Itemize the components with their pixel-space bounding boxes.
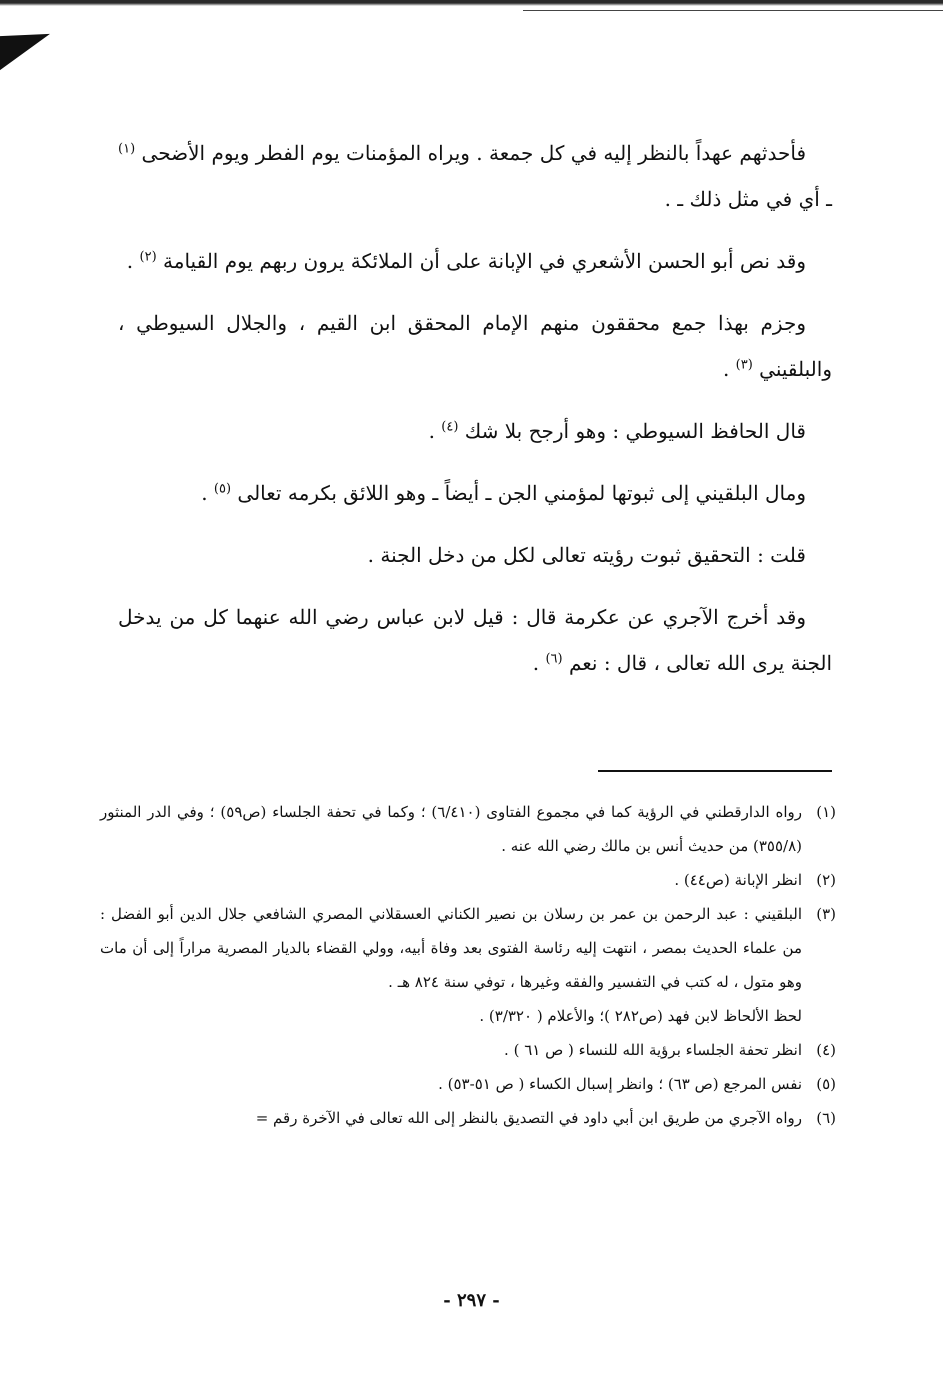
paragraph-3-tail: .	[722, 357, 730, 381]
footnote-6	[100, 1101, 836, 1135]
main-text	[118, 130, 832, 702]
footnote-number: (٢)	[816, 871, 836, 889]
paragraph-3	[118, 300, 832, 392]
paragraph-4-tail: .	[428, 419, 435, 443]
footnote-text: انظر الإبانة (ص٤٤) .	[674, 871, 802, 889]
paragraph-7-text: وقد أخرج الآجري عن عكرمة قال : قيل لابن عباس رضي الله عنهما كل من يدخل الجنة يرى الله تعالى ، قال : نعم	[118, 605, 832, 675]
footnote-3-continuation	[100, 999, 836, 1033]
paragraph-2-tail: .	[126, 249, 134, 273]
footnote-number: (٦)	[816, 1109, 836, 1127]
footnote-ref-6: (٦)	[545, 651, 563, 667]
footnote-5	[100, 1067, 836, 1101]
footnote-text: البلقيني : عبد الرحمن بن عمر بن رسلان بن نصير الكناني العسقلاني المصري الشافعي جلال الدين أبو الفضل : من علماء الحديث بمصر ، انتهت إليه رئاسة الفتوى بعد وفاة أبيه، وولي القضاء بالديار المصرية مراراً إلى أن مات وهو متول ، له كتب في التفسير والفقه وغيرها ، توفي سنة ٨٢٤ هـ .	[100, 905, 802, 991]
footnote-text: انظر تحفة الجلساء برؤية الله للنساء ( ص ٦١ ) .	[504, 1041, 802, 1059]
footnote-number: (١)	[816, 803, 836, 821]
paragraph-5-text: ومال البلقيني إلى ثبوتها لمؤمني الجن ـ أيضاً ـ وهو اللائق بكرمه تعالى	[237, 481, 806, 505]
footnote-text: نفس المرجع (ص ٦٣) ؛ وانظر إسبال الكساء ( ص ٥١-٥٣) .	[438, 1075, 802, 1093]
footnote-2	[100, 863, 836, 897]
footnote-separator	[598, 770, 832, 772]
footnote-4	[100, 1033, 836, 1067]
paragraph-2-text: وقد نص أبو الحسن الأشعري في الإبانة على أن الملائكة يرون ربهم يوم القيامة	[163, 249, 806, 273]
footnote-ref-3: (٣)	[735, 357, 753, 373]
footnote-text: رواه الدارقطني في الرؤية كما في مجموع الفتاوى (٦/٤١٠) ؛ وكما في تحفة الجلساء (ص٥٩) ؛ وفي الدر المنثور (٣٥٥/٨) من حديث أنس بن مالك رضي الله عنه .	[100, 803, 802, 855]
paragraph-6	[118, 532, 832, 578]
footnote-1	[100, 795, 836, 863]
footnote-text: لحظ الألحاظ لابن فهد (ص٢٨٢ )؛ والأعلام ( ٣/٣٢٠) .	[479, 1007, 802, 1025]
footnote-ref-2: (٢)	[139, 249, 157, 265]
paragraph-4-text: قال الحافظ السيوطي : وهو أرجح بلا شك	[464, 419, 806, 443]
paragraph-1	[118, 130, 832, 222]
paragraph-7-tail: .	[532, 651, 540, 675]
footnote-ref-4: (٤)	[441, 419, 459, 435]
footnote-3	[100, 897, 836, 999]
footnotes	[100, 795, 836, 1135]
paragraph-4	[118, 408, 832, 454]
paragraph-7	[118, 594, 832, 686]
footnote-number: (٣)	[816, 905, 836, 923]
footnote-ref-5: (٥)	[213, 481, 232, 497]
footnote-text: رواه الآجري من طريق ابن أبي داود في التصديق بالنظر إلى الله تعالى في الآخرة رقم =	[255, 1109, 802, 1127]
footnote-ref-1: (١)	[118, 141, 136, 157]
scan-top-line	[523, 0, 943, 11]
paragraph-3-text: وجزم بهذا جمع محققون منهم الإمام المحقق ابن القيم ، والجلال السيوطي ، والبلقيني	[118, 311, 832, 381]
footnote-number: (٥)	[816, 1075, 836, 1093]
paragraph-1-text: فأحدثهم عهداً بالنظر إليه في كل جمعة . ويراه المؤمنات يوم الفطر ويوم الأضحى	[141, 141, 807, 165]
paragraph-2	[118, 238, 832, 284]
footnote-number: (٤)	[816, 1041, 836, 1059]
paragraph-6-text: قلت : التحقيق ثبوت رؤيته تعالى لكل من دخل الجنة .	[367, 543, 806, 567]
paragraph-1-tail: ـ أي في مثل ذلك ـ .	[664, 187, 832, 211]
page-number: - ٢٩٧ -	[443, 1290, 500, 1311]
paragraph-5	[118, 470, 832, 516]
scan-corner-mark	[0, 20, 50, 70]
paragraph-5-tail: .	[201, 481, 208, 505]
